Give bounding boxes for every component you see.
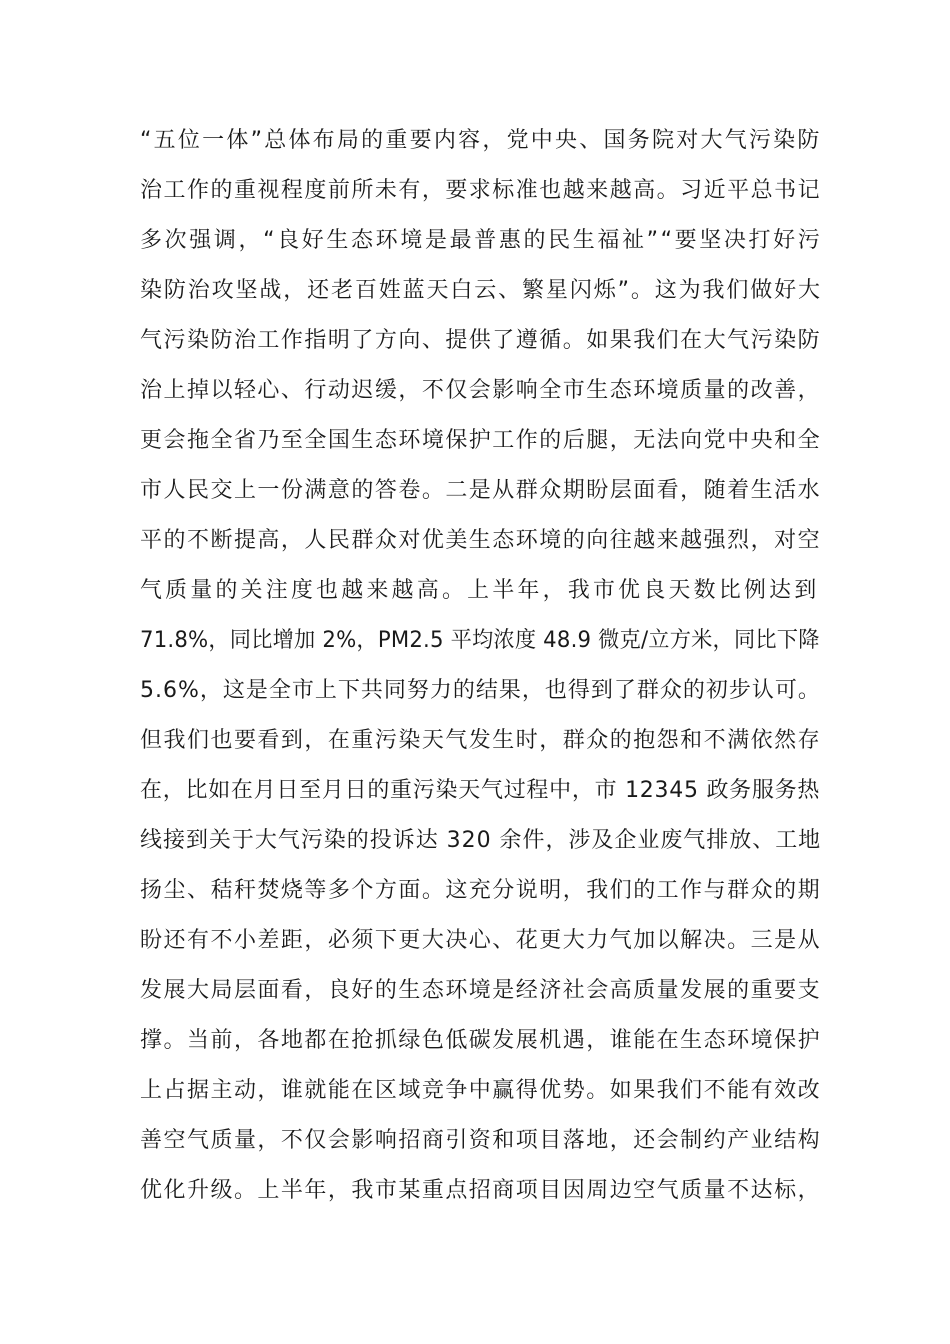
text-line-7: 更会拖全省乃至全国生态环境保护工作的后腿，无法向党中央和全 xyxy=(140,428,822,453)
text-line-6: 治上掉以轻心、行动迟缓，不仅会影响全市生态环境质量的改善， xyxy=(140,378,822,403)
text-line-19: 撑。当前，各地都在抢抓绿色低碳发展机遇，谁能在生态环境保护 xyxy=(140,1028,822,1053)
text-line-16: 扬尘、秸秆焚烧等多个方面。这充分说明，我们的工作与群众的期 xyxy=(140,878,822,903)
text-line-15: 线接到关于大气污染的投诉达 320 余件，涉及企业废气排放、工地 xyxy=(140,828,822,853)
text-line-3: 多次强调，“良好生态环境是最普惠的民生福祉”“要坚决打好污 xyxy=(140,228,823,253)
text-line-5: 气污染防治工作指明了方向、提供了遵循。如果我们在大气污染防 xyxy=(140,328,822,353)
text-line-1: “五位一体”总体布局的重要内容，党中央、国务院对大气污染防 xyxy=(140,128,822,153)
text-line-14: 在，比如在月日至月日的重污染天气过程中，市 12345 政务服务热 xyxy=(140,778,821,803)
text-line-18: 发展大局层面看，良好的生态环境是经济社会高质量发展的重要支 xyxy=(140,978,822,1003)
text-line-9: 平的不断提高，人民群众对优美生态环境的向往越来越强烈，对空 xyxy=(140,528,822,553)
text-line-22: 优化升级。上半年，我市某重点招商项目因周边空气质量不达标， xyxy=(140,1178,822,1203)
text-line-21: 善空气质量，不仅会影响招商引资和项目落地，还会制约产业结构 xyxy=(140,1128,822,1153)
text-line-4: 染防治攻坚战，还老百姓蓝天白云、繁星闪烁”。这为我们做好大 xyxy=(140,278,822,303)
text-line-12: 5.6%，这是全市上下共同努力的结果，也得到了群众的初步认可。 xyxy=(140,678,821,703)
text-line-10: 气质量的关注度也越来越高。上半年，我市优良天数比例达到 xyxy=(140,578,820,603)
text-line-20: 上占据主动，谁就能在区域竞争中赢得优势。如果我们不能有效改 xyxy=(140,1078,822,1103)
text-line-17: 盼还有不小差距，必须下更大决心、花更大力气加以解决。三是从 xyxy=(140,928,822,953)
text-line-8: 市人民交上一份满意的答卷。二是从群众期盼层面看，随着生活水 xyxy=(140,478,822,503)
text-line-13: 但我们也要看到，在重污染天气发生时，群众的抱怨和不满依然存 xyxy=(140,728,822,753)
text-line-11: 71.8%，同比增加 2%，PM2.5 平均浓度 48.9 微克/立方米，同比下降 xyxy=(140,628,820,653)
text-line-2: 治工作的重视程度前所未有，要求标准也越来越高。习近平总书记 xyxy=(140,178,822,203)
